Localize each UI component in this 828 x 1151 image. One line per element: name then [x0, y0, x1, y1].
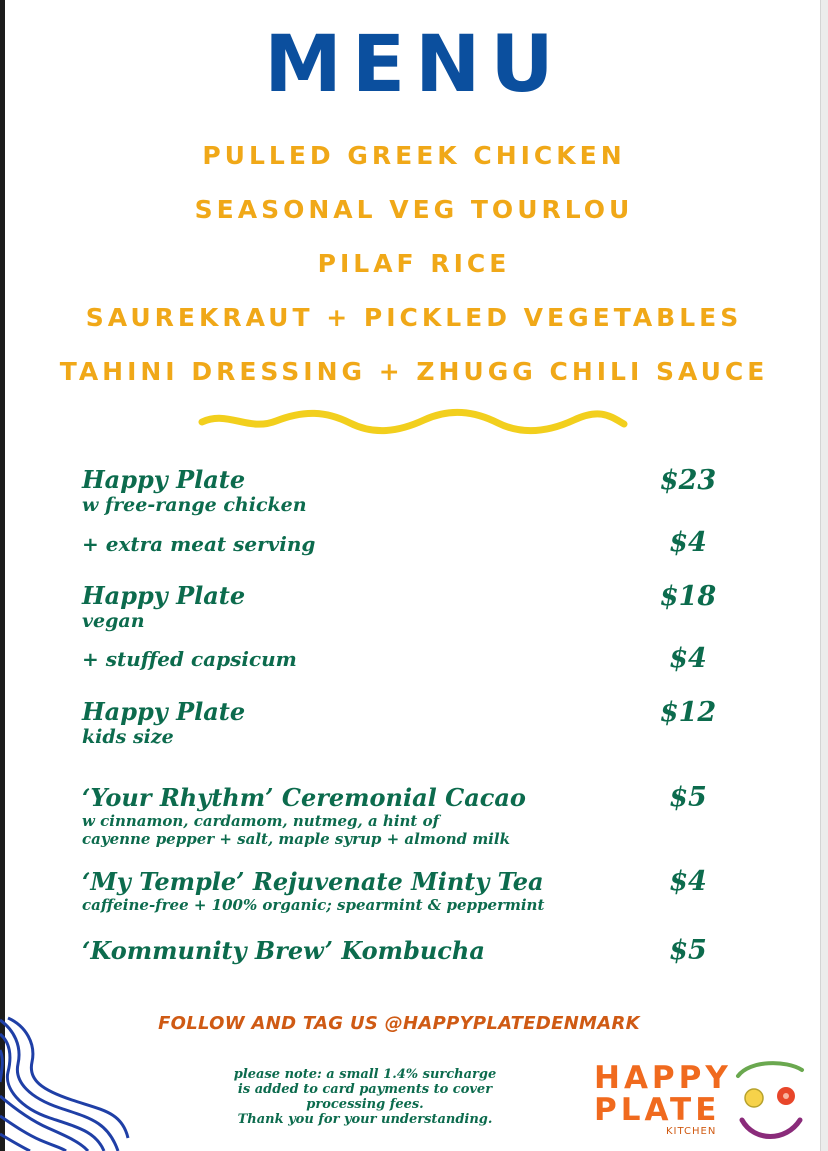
item-description: w cinnamon, cardamom, nutmeg, a hint of: [82, 812, 440, 830]
menu-item-happy-plate-kids: [82, 698, 722, 748]
item-description: kids size: [82, 726, 174, 748]
menu-item-minty-tea: [82, 868, 722, 914]
dish-item: SAUREKRAUT + PICKLED VEGETABLES: [85, 303, 743, 332]
item-name: ‘Kommunity Brew’ Kombucha: [82, 936, 485, 965]
item-name: ‘Your Rhythm’ Ceremonial Cacao: [82, 783, 526, 812]
item-name: + stuffed capsicum: [82, 647, 297, 671]
item-description: w free-range chicken: [82, 494, 307, 516]
menu-item-extra-meat: [82, 532, 722, 556]
item-price: $18: [659, 581, 717, 612]
blue-wave-lines-decoration: [0, 1012, 130, 1151]
menu-item-stuffed-capsicum: [82, 647, 722, 671]
surcharge-line: please note: a small 1.4% surcharge: [233, 1067, 497, 1082]
yellow-squiggle-divider: [198, 408, 628, 438]
item-name: Happy Plate: [82, 697, 246, 726]
menu-item-ceremonial-cacao: [82, 784, 722, 848]
item-price: $4: [669, 527, 707, 558]
happy-plate-logo: [594, 1060, 732, 1137]
logo-word-kitchen: KITCHEN: [666, 1126, 717, 1137]
item-name: + extra meat serving: [82, 532, 316, 556]
item-name: ‘My Temple’ Rejuvenate Minty Tea: [82, 867, 544, 896]
dish-item: TAHINI DRESSING + ZHUGG CHILI SAUCE: [59, 357, 769, 386]
smiley-plate-icon: [730, 1058, 808, 1144]
surcharge-line: Thank you for your understanding.: [237, 1112, 493, 1127]
item-price: $12: [659, 697, 717, 728]
logo-word-happy: HAPPY: [594, 1060, 732, 1096]
item-name: Happy Plate: [82, 465, 246, 494]
surcharge-line: processing fees.: [306, 1097, 424, 1112]
item-price: $4: [669, 643, 707, 674]
item-name: Happy Plate: [82, 581, 246, 610]
surcharge-notice: [205, 1067, 525, 1127]
item-description: caffeine-free + 100% organic; spearmint & peppermint: [82, 896, 545, 914]
social-follow-line: FOLLOW AND TAG US @HAPPYPLATEDENMARK: [158, 1013, 640, 1034]
item-price: $5: [669, 782, 707, 813]
item-price: $23: [659, 465, 717, 496]
menu-item-happy-plate-chicken: [82, 466, 722, 516]
item-price: $5: [669, 935, 707, 966]
dish-item: PILAF RICE: [317, 249, 511, 278]
logo-word-plate: PLATE: [594, 1092, 721, 1128]
menu-item-happy-plate-vegan: [82, 582, 722, 632]
item-price: $4: [669, 866, 707, 897]
item-description: vegan: [82, 610, 145, 632]
menu-item-kombucha: [82, 937, 722, 965]
surcharge-line: is added to card payments to cover: [237, 1082, 493, 1097]
menu-title: MENU: [264, 20, 564, 110]
item-description: cayenne pepper + salt, maple syrup + almond milk: [82, 830, 510, 848]
dish-item: PULLED GREEK CHICKEN: [202, 141, 626, 170]
dish-list: [0, 138, 828, 408]
dish-item: SEASONAL VEG TOURLOU: [194, 195, 634, 224]
